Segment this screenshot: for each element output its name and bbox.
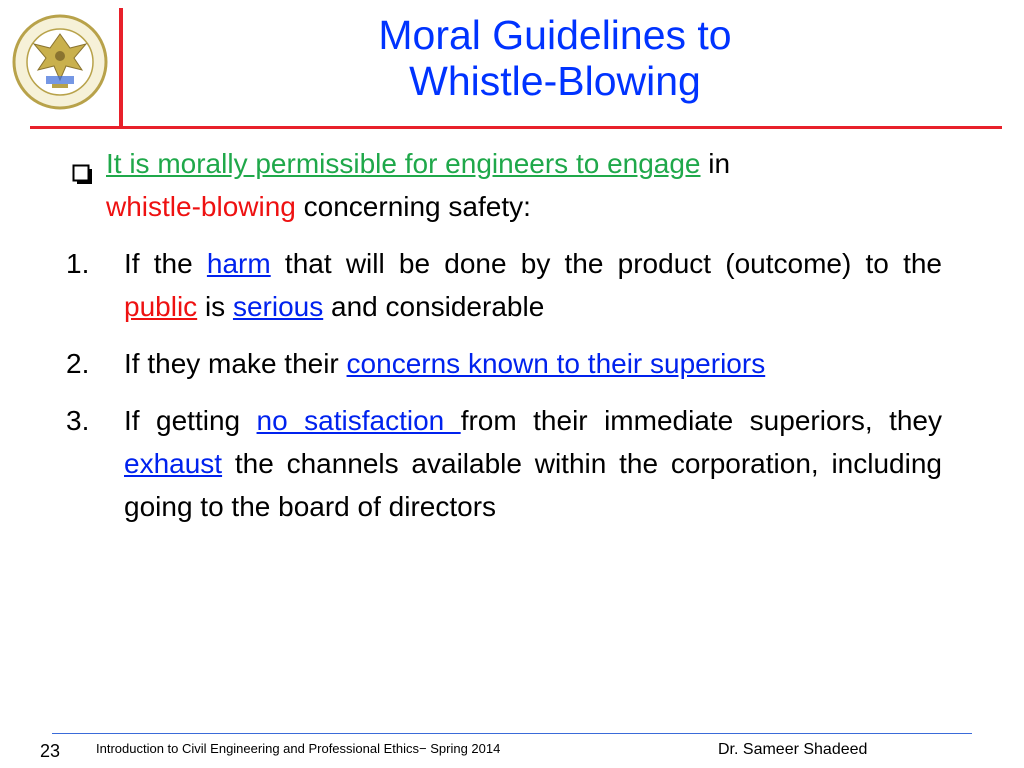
keyword-exhaust: exhaust xyxy=(124,448,223,479)
item-text: If getting xyxy=(124,405,257,436)
header-horizontal-rule xyxy=(30,126,1002,129)
keyword-no-satisfaction: no satisfaction xyxy=(256,405,461,436)
item-text: from their immediate superiors, they xyxy=(460,405,943,436)
slide-body xyxy=(66,142,942,542)
slide-title xyxy=(160,12,950,104)
keyword-public: public xyxy=(124,291,198,322)
footer-author: Dr. Sameer Shadeed xyxy=(718,741,868,758)
item-text: If the xyxy=(124,248,207,279)
header-vertical-rule xyxy=(119,8,123,126)
title-line-1: Moral Guidelines to xyxy=(378,12,732,58)
list-item xyxy=(66,399,942,528)
item-text: and considerable xyxy=(323,291,545,322)
keyword-serious: serious xyxy=(232,291,324,322)
item-text: the channels available within the corporation, including going to the board of directors xyxy=(124,448,942,522)
item-text: If they make their xyxy=(124,348,347,379)
footer-rule xyxy=(52,733,972,734)
checkbox-bullet-icon xyxy=(72,154,93,175)
title-line-2: Whistle-Blowing xyxy=(409,58,701,104)
item-text: is xyxy=(197,291,233,322)
item-text: that will be done by the product (outcome) to the xyxy=(270,248,942,279)
keyword-concerns: concerns known to their superiors xyxy=(346,348,766,379)
footer-course: Introduction to Civil Engineering and Professional Ethics− Spring 2014 xyxy=(96,741,501,756)
slide-number: 23 xyxy=(40,741,61,761)
lead-text-a: in xyxy=(700,148,731,179)
item-number: 1. xyxy=(66,248,90,279)
guideline-list xyxy=(66,242,942,528)
list-item xyxy=(66,342,942,385)
lead-text-b: concerning safety: xyxy=(295,191,531,222)
lead-whistle-blowing: whistle-blowing xyxy=(106,191,296,222)
university-seal-icon xyxy=(12,14,108,110)
list-item xyxy=(66,242,942,328)
keyword-harm: harm xyxy=(206,248,271,279)
item-number: 3. xyxy=(66,405,90,436)
lead-keyphrase: It is morally permissible for engineers to engage xyxy=(106,148,701,179)
item-number: 2. xyxy=(66,348,90,379)
lead-statement xyxy=(66,142,942,228)
